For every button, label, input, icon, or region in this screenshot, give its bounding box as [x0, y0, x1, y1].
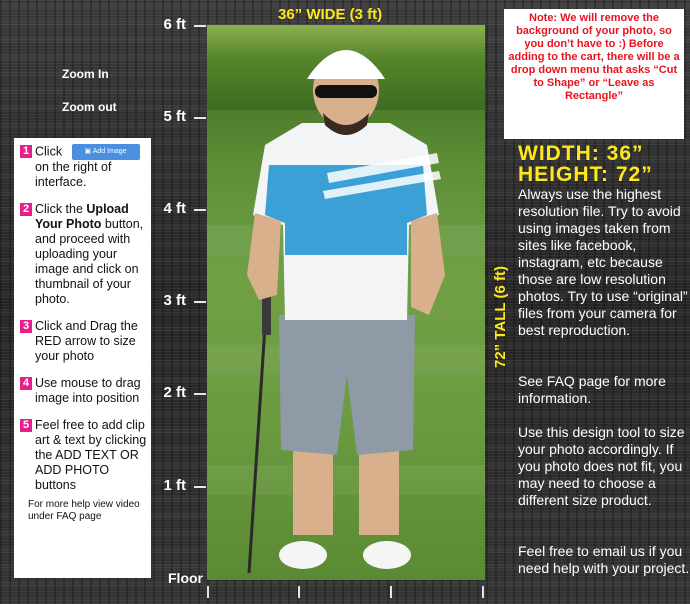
- floor-tick: [207, 586, 209, 598]
- step-number: 2: [20, 203, 32, 216]
- golfer-photo[interactable]: [207, 25, 485, 580]
- instruction-step-4: [20, 376, 147, 406]
- left-shoe: [279, 541, 327, 569]
- right-shoe: [363, 541, 411, 569]
- step-text-bold: Upload Your Photo: [35, 202, 129, 231]
- faq-info: See FAQ page for more information.: [518, 373, 666, 406]
- step-number: 3: [20, 320, 32, 333]
- ruler-mark-5ft: 5 ft: [163, 108, 186, 125]
- step-number: 4: [20, 377, 32, 390]
- sizing-info: Use this design tool to size your photo accordingly. If you photo does not fit, you may need to choose a different size product.: [518, 424, 685, 508]
- zoom-out-button[interactable]: Zoom out: [62, 100, 117, 114]
- floor-tick: [390, 586, 392, 598]
- background-removal-note: Note: We will remove the background of your photo, so you don’t have to :) Before adding to the cart, there will be a drop down menu that asks “Cut to Shape” or “Leave as Rectangle”: [504, 9, 684, 139]
- step-text: Use mouse to drag image into position: [35, 376, 141, 405]
- floor-tick: [298, 586, 300, 598]
- height-dimension: HEIGHT: 72”: [518, 163, 653, 186]
- ruler-mark-1ft: 1 ft: [163, 477, 186, 494]
- ruler-mark-4ft: 4 ft: [163, 200, 186, 217]
- ruler-tick: [194, 301, 206, 303]
- ruler-tick: [194, 486, 206, 488]
- photo-canvas[interactable]: [207, 25, 485, 580]
- step-text: on the right of interface.: [35, 160, 112, 189]
- instruction-step-1: [20, 144, 147, 190]
- step-text: Feel free to add clip art & text by clicking the ADD TEXT OR ADD PHOTO buttons: [35, 418, 147, 492]
- ruler-mark-2ft: 2 ft: [163, 384, 186, 401]
- help-footer: For more help view video under FAQ page: [28, 499, 140, 522]
- ruler-tick: [194, 117, 206, 119]
- floor-tick: [482, 586, 484, 598]
- right-arm: [411, 213, 445, 315]
- zoom-in-button[interactable]: Zoom In: [62, 67, 109, 81]
- add-image-button-label: Add Image: [92, 148, 127, 155]
- instruction-step-3: [20, 319, 147, 364]
- ruler-tick: [194, 209, 206, 211]
- step-text: button, and proceed with uploading your image and click on thumbnail of your photo.: [35, 217, 144, 306]
- golf-club-shaft: [249, 295, 267, 573]
- step-text: Click and Drag the RED arrow to size your photo: [35, 319, 138, 363]
- resolution-info: Always use the highest resolution file. Try to avoid using images taken from sites like facebook, instagram, etc because those are low resolution photos. Try to use “original” files from your camera for best reproduction.: [518, 186, 688, 338]
- instructions-panel: [14, 138, 151, 578]
- email-info: Feel free to email us if you need help with your project.: [518, 543, 690, 576]
- step-number: 1: [20, 145, 32, 158]
- ruler-floor-label: Floor: [168, 570, 203, 586]
- image-icon: ▣: [84, 148, 92, 155]
- step-text: Click the: [35, 202, 87, 216]
- width-label: 36” WIDE (3 ft): [278, 6, 383, 23]
- shorts: [279, 315, 415, 455]
- sunglasses: [315, 85, 377, 98]
- instruction-step-5: [20, 418, 147, 493]
- step-number: 5: [20, 419, 32, 432]
- ruler-tick: [194, 25, 206, 27]
- add-image-button[interactable]: [72, 144, 140, 160]
- left-arm: [247, 213, 281, 300]
- cap: [307, 50, 385, 79]
- ruler-mark-3ft: 3 ft: [163, 292, 186, 309]
- ruler-mark-6ft: 6 ft: [163, 16, 186, 33]
- width-dimension: WIDTH: 36”: [518, 142, 644, 165]
- height-label: 72” TALL (6 ft): [492, 266, 509, 368]
- step-text: Click: [35, 144, 63, 159]
- ruler-tick: [194, 393, 206, 395]
- instruction-step-2: [20, 202, 147, 307]
